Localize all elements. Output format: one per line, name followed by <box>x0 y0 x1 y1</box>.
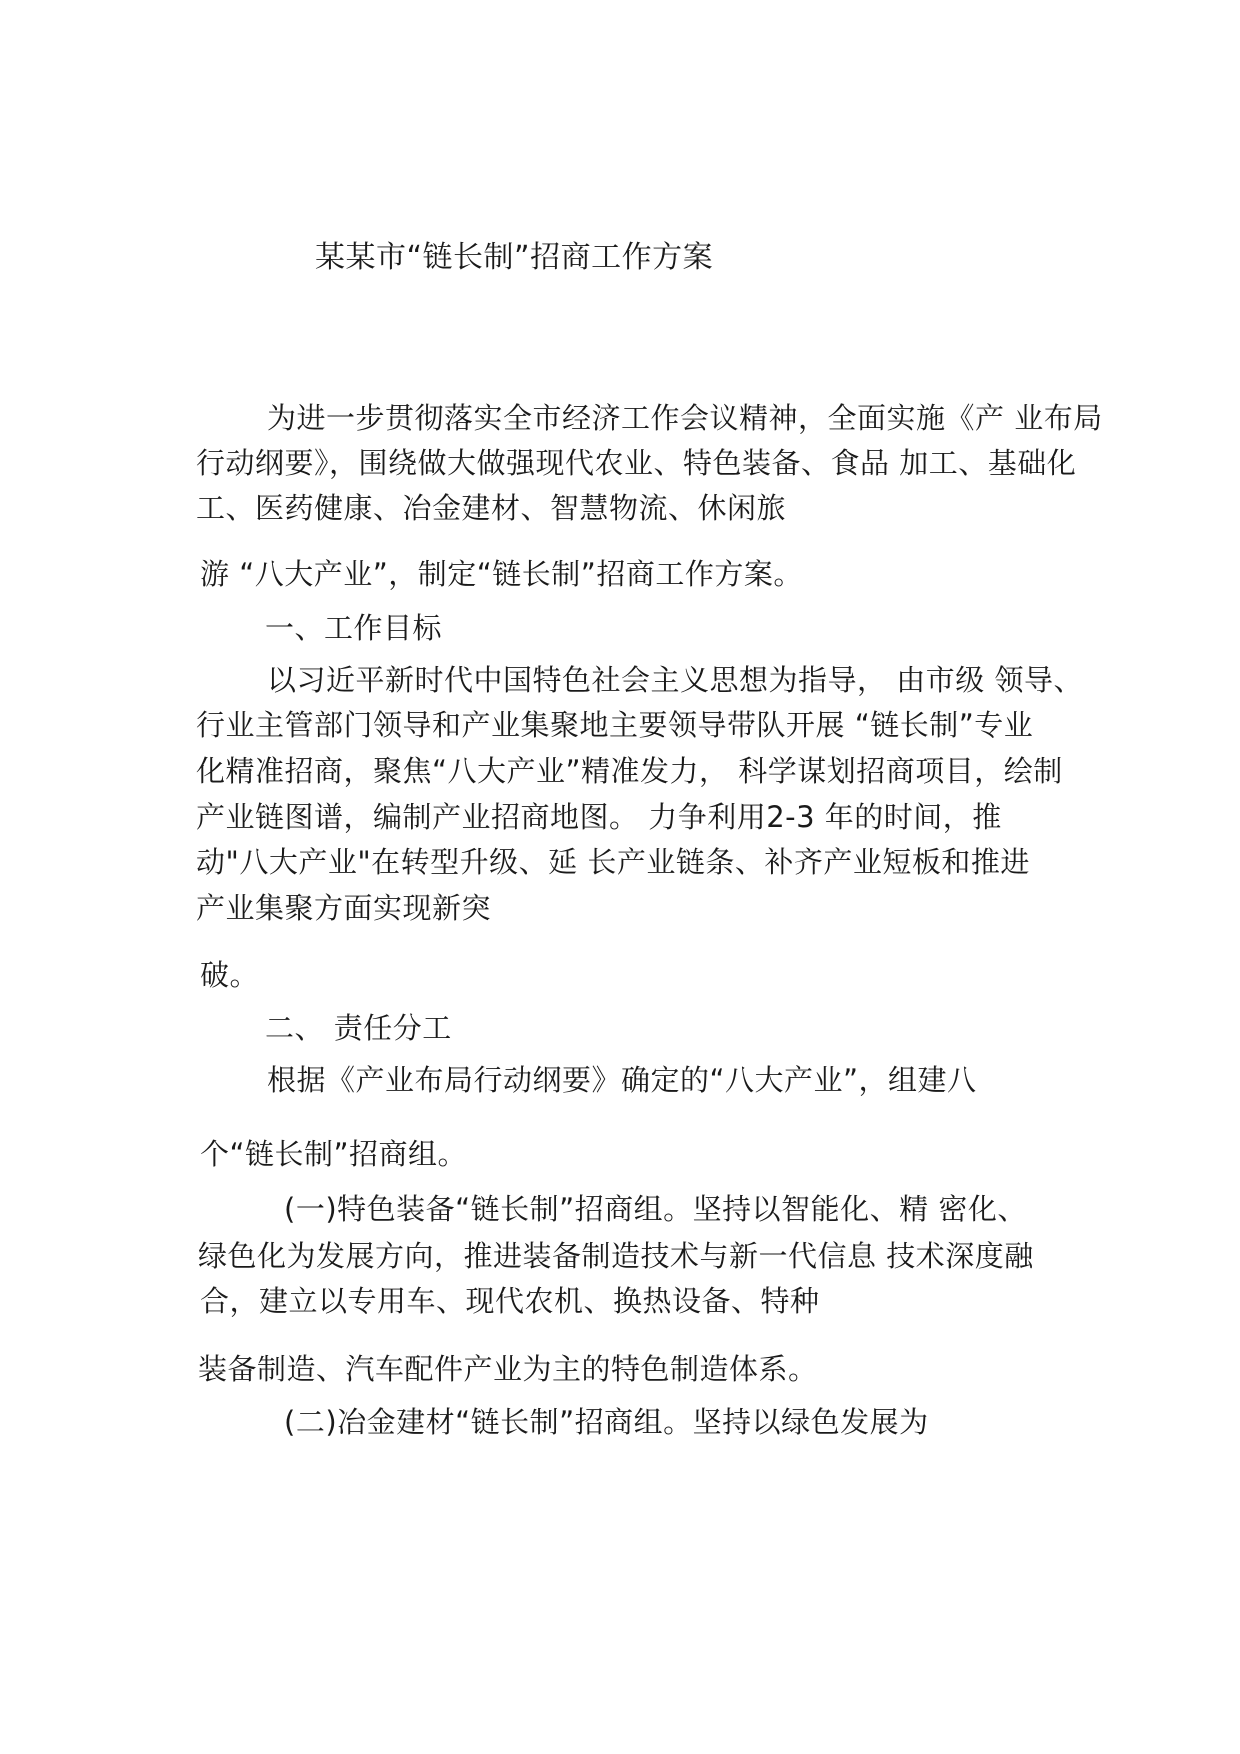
paragraph-line: 行业主管部门领导和产业集聚地主要领导带队开展 “链长制”专业 <box>196 708 1034 742</box>
document-title: 某某市“链长制”招商工作方案 <box>315 240 714 275</box>
paragraph-line: 个“链长制”招商组。 <box>200 1137 468 1171</box>
paragraph-line: 绿色化为发展方向，推进装备制造技术与新一代信息 技术深度融 <box>198 1239 1034 1273</box>
paragraph-line: 破。 <box>200 958 260 992</box>
paragraph-line: 装备制造、汽车配件产业为主的特色制造体系。 <box>198 1352 818 1386</box>
paragraph-line: 化精准招商，聚焦“八大产业”精准发力， 科学谋划招商项目，绘制 <box>196 754 1063 788</box>
paragraph-line: 产业集聚方面实现新突 <box>196 891 492 925</box>
section-heading: 一、工作目标 <box>265 611 443 645</box>
section-heading: 二、 责任分工 <box>265 1011 452 1045</box>
paragraph-line: 行动纲要》，围绕做大做强现代农业、特色装备、食品 加工、基础化 <box>196 446 1077 480</box>
paragraph-line: (二)冶金建材“链长制”招商组。坚持以绿色发展为 <box>284 1405 929 1439</box>
paragraph-line: 以习近平新时代中国特色社会主义思想为指导， 由市级 领导、 <box>267 663 1083 697</box>
paragraph-line: 工、医药健康、冶金建材、智慧物流、休闲旅 <box>196 491 787 525</box>
paragraph-line: (一)特色装备“链长制”招商组。坚持以智能化、精 密化、 <box>284 1192 1027 1226</box>
paragraph-line: 动"八大产业"在转型升级、延 长产业链条、补齐产业短板和推进 <box>196 845 1030 879</box>
paragraph-line: 为进一步贯彻落实全市经济工作会议精神，全面实施《产 业布局 <box>267 401 1103 435</box>
paragraph-line: 游 “八大产业”，制定“链长制”招商工作方案。 <box>200 557 803 591</box>
paragraph-line: 产业链图谱，编制产业招商地图。 力争利用2-3 年的时间，推 <box>196 800 1002 834</box>
paragraph-line: 根据《产业布局行动纲要》确定的“八大产业”，组建八 <box>267 1063 977 1097</box>
paragraph-line: 合，建立以专用车、现代农机、换热设备、特种 <box>200 1284 820 1318</box>
